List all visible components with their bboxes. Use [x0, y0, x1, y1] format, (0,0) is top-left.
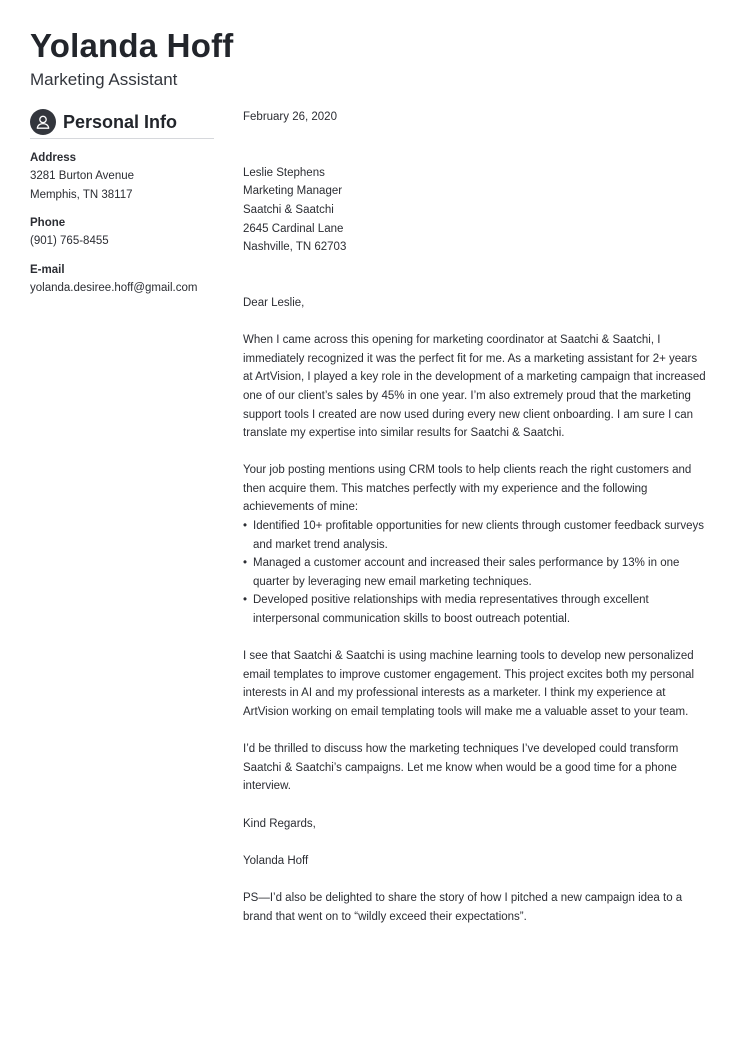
recipient-city: Nashville, TN 62703 [243, 241, 347, 254]
recipient-company: Saatchi & Saatchi [243, 203, 334, 216]
bullet-glyph: • [243, 557, 248, 570]
list-item [243, 591, 708, 628]
personal-info-heading [30, 108, 214, 139]
paragraph-intro: When I came across this opening for marketing coordinator at Saatchi & Saatchi, I immediately recognized it was the perfect fit for me. As a marketing assistant for 2+ years at ArtVision, I played a key role in the development of a marketing campaign that increased one of our client’s sales by 45% in one year. I’m also extremely proud that the marketing support tools I created are now used during every new client onboarding. I am sure I can translate my expertise into similar results for Saatchi & Saatchi. [243, 334, 706, 440]
address-line2: Memphis, TN 38117 [30, 188, 133, 201]
paragraph-crm: Your job posting mentions using CRM tools to help clients reach the right customers and then acquire them. This matches perfectly with my experience and the following achievements of mine: [243, 464, 692, 514]
address-block [30, 149, 214, 204]
phone-label: Phone [30, 217, 66, 230]
applicant-name: Yolanda Hoff [30, 27, 234, 64]
salutation: Dear Leslie, [243, 296, 305, 309]
applicant-title: Marketing Assistant [30, 70, 178, 89]
bullet-glyph: • [243, 520, 248, 533]
bullet-text: Managed a customer account and increased their sales performance by 13% in one quarter by leveraging new email marketing techniques. [253, 557, 680, 588]
bullet-glyph: • [243, 594, 248, 607]
phone-block [30, 214, 214, 251]
recipient-street: 2645 Cardinal Lane [243, 222, 344, 235]
email-label: E-mail [30, 263, 65, 276]
user-icon [30, 109, 56, 135]
recipient-block [243, 164, 708, 257]
recipient-role: Marketing Manager [243, 185, 343, 198]
bullet-text: Identified 10+ profitable opportunities for new clients through customer feedback surveys and market trend analysis. [253, 520, 704, 551]
section-title: Personal Info [63, 112, 178, 132]
signature: Yolanda Hoff [243, 854, 309, 867]
cover-letter-body [243, 108, 708, 926]
list-item [243, 517, 708, 554]
email-block [30, 261, 214, 298]
sidebar [30, 108, 214, 297]
achievements-list [243, 517, 708, 629]
paragraph-closing-ask: I’d be thrilled to discuss how the marketing techniques I’ve developed could transform Saatchi & Saatchi’s campaigns. Let me know when would be a good time for a phone interview. [243, 743, 679, 793]
list-item [243, 554, 708, 591]
postscript: PS—I’d also be delighted to share the story of how I pitched a new campaign idea to a brand that went on to “wildly exceed their expectations”. [243, 891, 683, 923]
recipient-name: Leslie Stephens [243, 166, 325, 179]
email-value: yolanda.desiree.hoff@gmail.com [30, 281, 198, 294]
resume-header [30, 24, 233, 92]
bullet-text: Developed positive relationships with media representatives through excellent interpersonal communication skills to boost outreach potential. [253, 594, 649, 626]
address-label: Address [30, 152, 77, 164]
paragraph-ml: I see that Saatchi & Saatchi is using machine learning tools to develop new personalized email templates to improve customer engagement. This project excites both my personal interests in AI and my professional interests as a marketer. I think my experience at ArtVision working on email templating tools will make me a valuable asset to your team. [243, 650, 695, 718]
closing: Kind Regards, [243, 817, 316, 830]
phone-value: (901) 765-8455 [30, 235, 109, 248]
address-line1: 3281 Burton Avenue [30, 170, 135, 182]
letter-date: February 26, 2020 [243, 111, 337, 123]
